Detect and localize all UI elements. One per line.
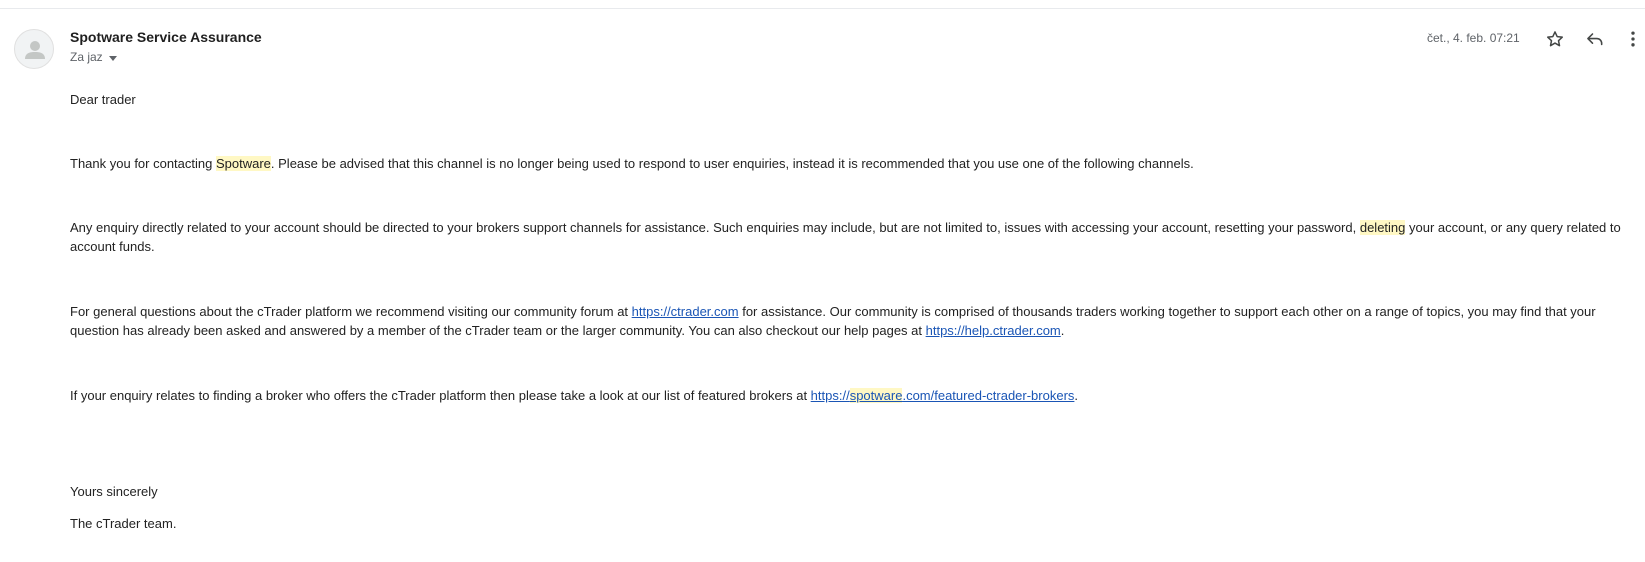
chevron-down-icon [109,56,117,61]
greeting-line: Dear trader [70,92,136,107]
search-highlight: Spotware [215,156,271,171]
search-highlight: spotware [849,388,903,403]
thanks-paragraph [70,154,1625,173]
general-questions-paragraph [70,302,1625,340]
recipient-label: Za jaz [70,50,103,64]
message-timestamp[interactable]: čet., 4. feb. 07:21 [1427,31,1520,45]
featured-brokers-link[interactable] [811,388,1075,403]
person-icon [15,30,54,69]
text-segment: Thank you for contacting [70,156,216,171]
text-segment: . [1060,323,1065,338]
text-segment: . Please be advised that this channel is no longer being used to respond to user enquiries, instead it is recommended that you use one of the following channels. [270,156,1194,171]
broker-paragraph [70,386,1625,405]
help-pages-link[interactable]: https://help.ctrader.com [925,323,1061,338]
sender-avatar[interactable] [14,29,54,69]
signature-line: The cTrader team. [70,516,177,531]
star-icon [1545,29,1565,49]
reply-button[interactable] [1583,27,1607,51]
text-segment: for assistance. Our community is comprised of thousands traders working together to support each other on a range of topics, you may find that your question has already been asked and answered by a member of the cTrader team or the larger community. You can also checkout our help pages at [70,304,1596,338]
closing-line: Yours sincerely [70,484,158,499]
link-segment: https:// [810,388,850,403]
more-vertical-icon [1623,29,1643,49]
community-forum-link[interactable]: https://ctrader.com [631,304,739,319]
sender-name[interactable]: Spotware Service Assurance [70,29,262,45]
text-segment: Any enquiry directly related to your account should be directed to your brokers support channels for assistance. Such enquiries may include, but are not limited to, issues with accessing your account, resetting your password, [70,220,1360,235]
account-paragraph [70,218,1625,256]
search-highlight: deleting [1359,220,1406,235]
link-segment: .com/featured-ctrader-brokers [902,388,1075,403]
recipient-details-toggle[interactable] [70,50,117,64]
text-segment: For general questions about the cTrader platform we recommend visiting our community forum at [70,304,632,319]
text-segment: If your enquiry relates to finding a broker who offers the cTrader platform then please take a look at our list of featured brokers at [70,388,811,403]
email-message [0,9,1645,562]
star-button[interactable] [1543,27,1567,51]
more-options-button[interactable] [1621,27,1645,51]
text-segment: your account, or any query related to account funds. [70,220,1621,254]
text-segment: . [1074,388,1079,403]
reply-icon [1585,29,1605,49]
